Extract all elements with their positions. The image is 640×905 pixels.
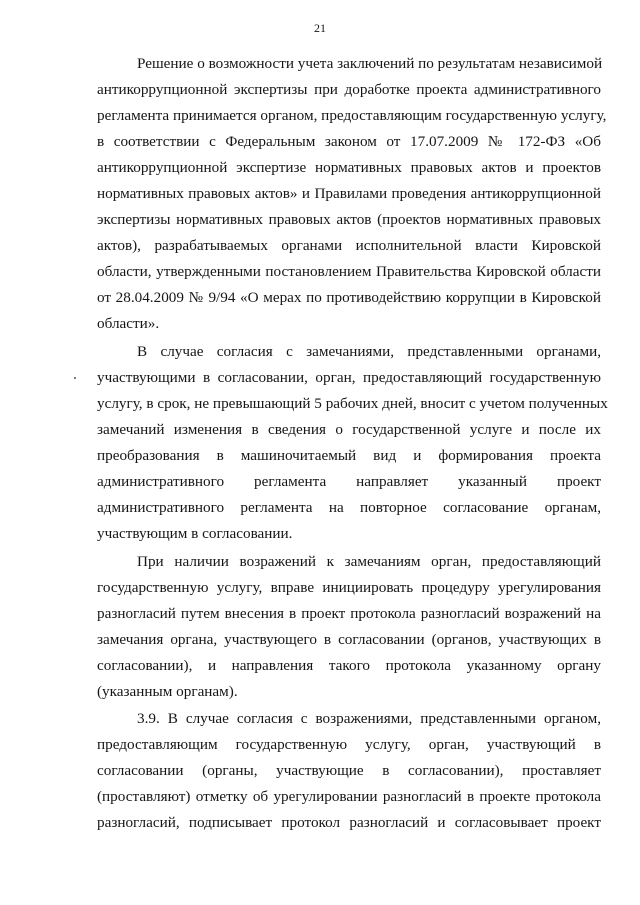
page-number: 21 xyxy=(314,21,326,35)
text-line: государственную услугу, вправе инициировать процедуру урегулирования xyxy=(97,579,601,596)
paragraph-2 xyxy=(97,339,608,547)
paragraph-4 xyxy=(97,706,601,836)
text-line: разногласий, подписывает протокол разногласий и согласовывает проект xyxy=(97,814,601,831)
text-line: преобразования в машиночитаемый вид и формирования проекта xyxy=(97,447,601,464)
text-line: административного регламента на повторное согласование органам, xyxy=(97,499,601,516)
text-line: (проставляют) отметку об урегулировании разногласий в проекте протокола xyxy=(97,788,601,805)
text-line: согласовании (органы, участвующие в согласовании), проставляет xyxy=(97,762,601,779)
text-line: 3.9. В случае согласия с возражениями, представленными органом, xyxy=(137,710,601,727)
text-line: антикоррупционной экспертизе нормативных правовых актов и проектов xyxy=(97,159,601,176)
text-line: услугу, в срок, не превышающий 5 рабочих дней, вносит с учетом полученных xyxy=(97,395,608,412)
text-line: Решение о возможности учета заключений по результатам независимой xyxy=(137,55,603,72)
text-line: регламента принимается органом, предоставляющим государственную услугу, xyxy=(97,107,607,124)
text-line: антикоррупционной экспертизы при доработке проекта административного xyxy=(97,81,601,98)
paragraph-1 xyxy=(97,51,607,337)
text-line: замечаний изменения в сведения о государственной услуге и после их xyxy=(97,421,601,438)
text-line: разногласий путем внесения в проект протокола разногласий возражений на xyxy=(97,605,601,622)
text-line: участвующим в согласовании. xyxy=(97,525,293,542)
text-line: участвующими в согласовании, орган, предоставляющий государственную xyxy=(97,369,601,386)
margin-mark xyxy=(74,377,76,379)
text-line: (указанным органам). xyxy=(97,683,238,700)
paragraph-3 xyxy=(97,549,601,705)
text-line: от 28.04.2009 № 9/94 «О мерах по противодействию коррупции в Кировской xyxy=(97,289,601,306)
text-line: предоставляющим государственную услугу, орган, участвующий в xyxy=(97,736,601,753)
text-line: экспертизы нормативных правовых актов (проектов нормативных правовых xyxy=(97,211,601,228)
text-line: административного регламента направляет указанный проект xyxy=(97,473,601,490)
text-line: В случае согласия с замечаниями, представленными органами, xyxy=(137,343,601,360)
text-line: нормативных правовых актов» и Правилами проведения антикоррупционной xyxy=(97,185,601,202)
text-line: области, утвержденными постановлением Правительства Кировской области xyxy=(97,263,601,280)
text-line: согласовании), и направления такого протокола указанному органу xyxy=(97,657,601,674)
text-line: в соответствии с Федеральным законом от 17.07.2009 № 172-ФЗ «Об xyxy=(97,133,601,150)
text-line: замечания органа, участвующего в согласовании (органов, участвующих в xyxy=(97,631,601,648)
text-line: При наличии возражений к замечаниям орган, предоставляющий xyxy=(137,553,601,570)
text-line: области». xyxy=(97,315,160,332)
text-line: актов), разрабатываемых органами исполнительной власти Кировской xyxy=(97,237,601,254)
